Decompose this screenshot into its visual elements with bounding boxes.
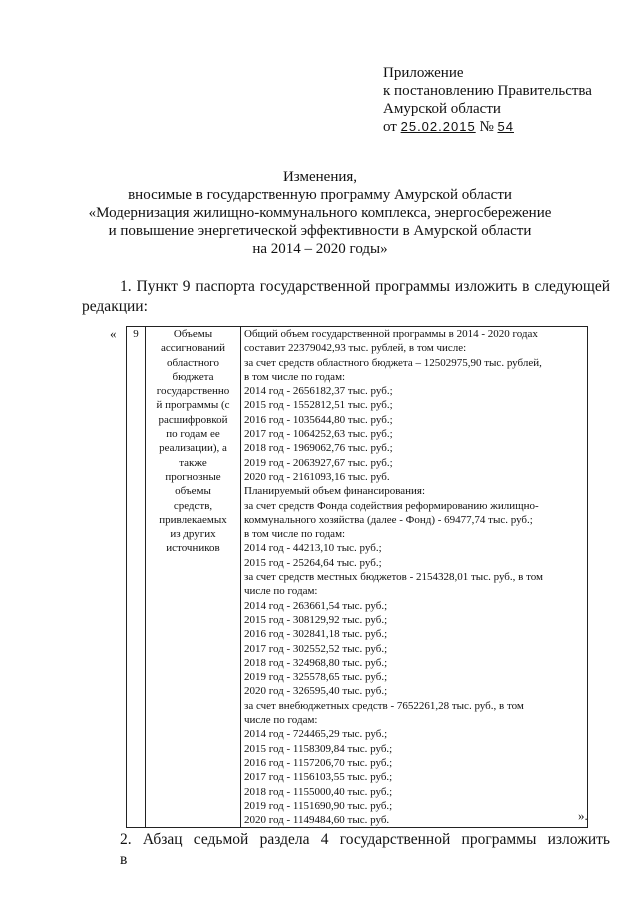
- content-line: 2019 год - 2063927,67 тыс. руб.;: [244, 456, 393, 469]
- document-title: [0, 168, 640, 258]
- content-line: 2014 год - 724465,29 тыс. руб.;: [244, 728, 388, 741]
- item-name-line: ассигнований: [160, 342, 226, 355]
- item-name-line: объемы: [175, 485, 211, 498]
- paragraph-1-line-1: 1. Пункт 9 паспорта государственной программы изложить в следующей: [120, 278, 610, 295]
- content-line: 2020 год - 1149484,60 тыс. руб.: [244, 814, 390, 827]
- item-name-cell: [146, 327, 241, 828]
- content-line: 2018 год - 1155000,40 тыс. руб.;: [244, 785, 393, 798]
- content-line: 2016 год - 1035644,80 тыс. руб.;: [244, 413, 393, 426]
- content-line: 2018 год - 1969062,76 тыс. руб.;: [244, 442, 393, 455]
- content-line: коммунального хозяйства (далее - Фонд) - 69477,74 тыс. руб.;: [244, 513, 533, 526]
- item-content-cell: [241, 327, 588, 828]
- passport-table: [126, 326, 588, 828]
- header-line-2: к постановлению Правительства: [383, 83, 592, 99]
- content-line: 2014 год - 2656182,37 тыс. руб.;: [244, 385, 393, 398]
- title-line-1: Изменения,: [282, 169, 358, 185]
- content-line: за счет средств Фонда содействия реформированию жилищно-: [244, 499, 539, 512]
- table-row: [127, 327, 588, 828]
- item-name-line: привлекаемых: [159, 513, 227, 526]
- number-label: №: [479, 119, 494, 135]
- content-line: 2015 год - 1552812,51 тыс. руб.;: [244, 399, 393, 412]
- item-name-line: государственно: [156, 385, 230, 398]
- content-line: 2017 год - 1156103,55 тыс. руб.;: [244, 771, 393, 784]
- content-line: 2014 год - 263661,54 тыс. руб.;: [244, 599, 388, 612]
- paragraph-1-line-2: редакции:: [82, 298, 148, 315]
- header-line-3: Амурской области: [383, 101, 501, 117]
- content-line: 2018 год - 324968,80 тыс. руб.;: [244, 656, 388, 669]
- content-line: числе по годам:: [244, 585, 318, 598]
- quote-open: «: [110, 326, 117, 341]
- date-prefix: от: [383, 119, 397, 135]
- title-line-2: вносимые в государственную программу Амурской области: [128, 187, 512, 203]
- content-line: 2017 год - 1064252,63 тыс. руб.;: [244, 428, 393, 441]
- item-name-line: й программы (с: [156, 399, 230, 412]
- content-line: Планируемый объем финансирования:: [244, 485, 426, 498]
- paragraph-2: 2. Абзац седьмой раздела 4 государственной программы изложить в: [120, 831, 610, 868]
- content-line: 2020 год - 2161093,16 тыс. руб.: [244, 470, 390, 483]
- content-line: 2019 год - 325578,65 тыс. руб.;: [244, 671, 388, 684]
- item-name-line: также: [179, 456, 207, 469]
- item-name-line: прогнозные: [165, 470, 221, 483]
- title-line-4: и повышение энергетической эффективности в Амурской области: [108, 223, 532, 239]
- item-name-line: бюджета: [172, 370, 214, 383]
- content-line: Общий объем государственной программы в 2014 - 2020 годах: [244, 328, 538, 340]
- content-line: за счет средств областного бюджета – 12502975,90 тыс. рублей,: [244, 356, 542, 369]
- item-name-line: Объемы: [173, 328, 213, 340]
- item-name-line: источников: [166, 542, 220, 555]
- content-line: 2014 год - 44213,10 тыс. руб.;: [244, 542, 382, 555]
- item-name-line: по годам ее: [166, 428, 220, 441]
- header-line-1: Приложение: [383, 65, 464, 81]
- content-line: за счет средств местных бюджетов - 2154328,01 тыс. руб., в том: [244, 571, 543, 584]
- content-line: в том числе по годам:: [244, 528, 346, 541]
- content-line: числе по годам:: [244, 714, 318, 727]
- content-line: 2015 год - 25264,64 тыс. руб.;: [244, 556, 382, 569]
- item-name-line: из других: [170, 528, 216, 541]
- decree-date: 25.02.2015: [400, 119, 476, 134]
- content-line: 2016 год - 302841,18 тыс. руб.;: [244, 628, 388, 641]
- item-name-line: областного: [166, 356, 219, 369]
- item-name-line: средств,: [173, 499, 213, 512]
- content-line: составит 22379042,93 тыс. рублей, в том числе:: [244, 342, 467, 355]
- title-line-3: «Модернизация жилищно-коммунального комплекса, энергосбережение: [88, 205, 552, 221]
- title-line-5: на 2014 – 2020 годы»: [252, 241, 388, 257]
- header-date-line: [383, 118, 592, 136]
- content-line: 2017 год - 302552,52 тыс. руб.;: [244, 642, 388, 655]
- item-name-line: расшифровкой: [158, 413, 228, 426]
- content-line: за счет внебюджетных средств - 7652261,28 тыс. руб., в том: [244, 699, 524, 712]
- content-line: 2015 год - 308129,92 тыс. руб.;: [244, 613, 388, 626]
- content-line: 2016 год - 1157206,70 тыс. руб.;: [244, 756, 393, 769]
- quote-close: ».: [578, 808, 588, 823]
- item-number-cell: 9: [127, 327, 146, 828]
- content-line: 2019 год - 1151690,90 тыс. руб.;: [244, 799, 393, 812]
- decree-number: 54: [497, 119, 514, 134]
- appendix-header: [383, 64, 592, 136]
- content-line: в том числе по годам:: [244, 370, 346, 383]
- content-line: 2015 год - 1158309,84 тыс. руб.;: [244, 742, 393, 755]
- item-name-line: реализации), а: [159, 442, 227, 455]
- content-line: 2020 год - 326595,40 тыс. руб.;: [244, 685, 388, 698]
